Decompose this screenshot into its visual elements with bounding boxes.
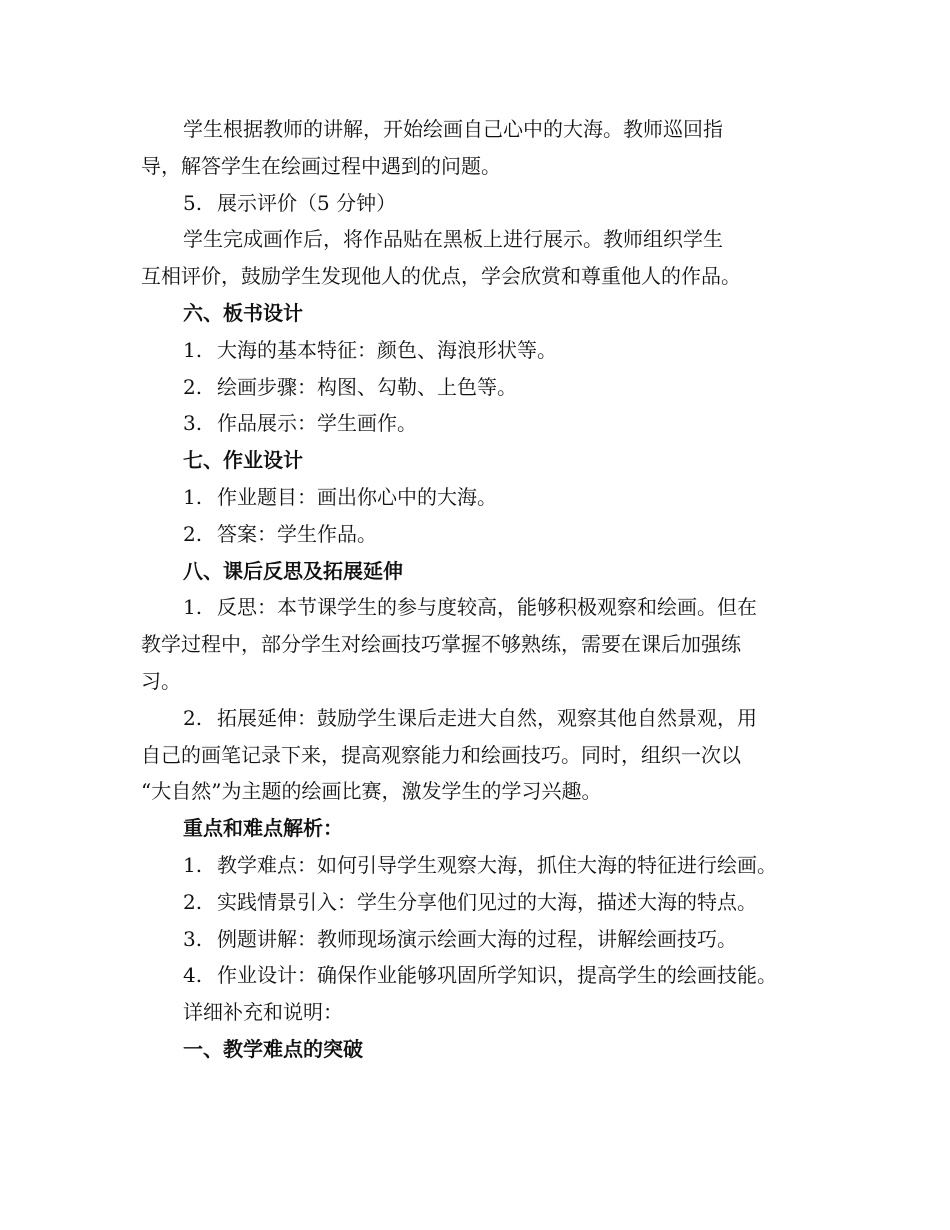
- line-text: 实践情景引入：学生分享他们见过的大海，描述大海的特点。: [217, 889, 757, 914]
- paragraph-line: [141, 221, 821, 258]
- paragraph-line: [141, 148, 821, 185]
- list-item: [141, 405, 821, 442]
- line-text: 自己的画笔记录下来，提高观察能力和绘画技巧。同时，组织一次以: [141, 742, 741, 767]
- line-text: 作业题目：画出你心中的大海。: [217, 484, 497, 509]
- list-number: 5.: [183, 190, 203, 215]
- list-number: 1.: [183, 337, 203, 362]
- list-number: 2.: [183, 374, 203, 399]
- paragraph-line: [141, 626, 821, 663]
- list-item: [141, 700, 821, 737]
- list-number: 4.: [183, 963, 203, 988]
- heading-text: 重点和难点解析：: [183, 816, 343, 841]
- list-number: 1.: [183, 595, 203, 620]
- paragraph-line: [141, 994, 821, 1031]
- list-item: [141, 884, 821, 921]
- list-item: [141, 185, 821, 222]
- heading-text: 七、作业设计: [183, 448, 303, 473]
- paragraph-line: [141, 773, 821, 810]
- list-item: [141, 332, 821, 369]
- heading-text: 六、板书设计: [183, 300, 303, 325]
- line-text: “大自然”为主题的绘画比赛，激发学生的学习兴趣。: [141, 779, 602, 804]
- list-item: [141, 957, 821, 994]
- line-text: 详细补充和说明：: [183, 1000, 343, 1025]
- line-text: 互相评价，鼓励学生发现他人的优点，学会欣赏和尊重他人的作品。: [141, 264, 741, 289]
- list-number: 2.: [183, 705, 203, 730]
- list-item: [141, 516, 821, 553]
- line-text: 反思：本节课学生的参与度较高，能够积极观察和绘画。但在: [217, 595, 757, 620]
- line-text: 习。: [141, 668, 181, 693]
- section-heading: [141, 553, 821, 590]
- list-item: [141, 369, 821, 406]
- section-heading: [141, 442, 821, 479]
- line-text: 学生完成画作后，将作品贴在黑板上进行展示。教师组织学生: [183, 227, 723, 252]
- list-item: [141, 589, 821, 626]
- line-text: 例题讲解：教师现场演示绘画大海的过程，讲解绘画技巧。: [217, 926, 737, 951]
- line-text: 大海的基本特征：颜色、海浪形状等。: [217, 337, 557, 362]
- list-number: 2.: [183, 521, 203, 546]
- section-heading: [141, 810, 821, 847]
- line-text: 拓展延伸：鼓励学生课后走进大自然，观察其他自然景观，用: [217, 705, 757, 730]
- line-text: 教学过程中，部分学生对绘画技巧掌握不够熟练，需要在课后加强练: [141, 632, 741, 657]
- list-item: [141, 847, 821, 884]
- paragraph-line: [141, 663, 821, 700]
- heading-text: 一、教学难点的突破: [183, 1036, 363, 1061]
- line-text: 学生根据教师的讲解，开始绘画自己心中的大海。教师巡回指: [183, 117, 723, 141]
- line-text: 作品展示：学生画作。: [217, 411, 417, 436]
- line-text: 答案：学生作品。: [217, 521, 377, 546]
- list-number: 3.: [183, 411, 203, 436]
- line-text: 绘画步骤：构图、勾勒、上色等。: [217, 374, 517, 399]
- document-body: [141, 111, 821, 1068]
- list-number: 2.: [183, 889, 203, 914]
- line-text: 导，解答学生在绘画过程中遇到的问题。: [141, 153, 501, 178]
- line-text: 展示评价（5 分钟）: [217, 190, 397, 215]
- paragraph-line: [141, 258, 821, 295]
- paragraph-line: [141, 111, 821, 148]
- list-item: [141, 921, 821, 958]
- list-number: 3.: [183, 926, 203, 951]
- paragraph-line: [141, 737, 821, 774]
- list-number: 1.: [183, 484, 203, 509]
- line-text: 教学难点：如何引导学生观察大海，抓住大海的特征进行绘画。: [217, 852, 777, 877]
- section-heading: [141, 1031, 821, 1068]
- heading-text: 八、课后反思及拓展延伸: [183, 558, 403, 583]
- list-number: 1.: [183, 852, 203, 877]
- line-text: 作业设计：确保作业能够巩固所学知识，提高学生的绘画技能。: [217, 963, 777, 988]
- list-item: [141, 479, 821, 516]
- section-heading: [141, 295, 821, 332]
